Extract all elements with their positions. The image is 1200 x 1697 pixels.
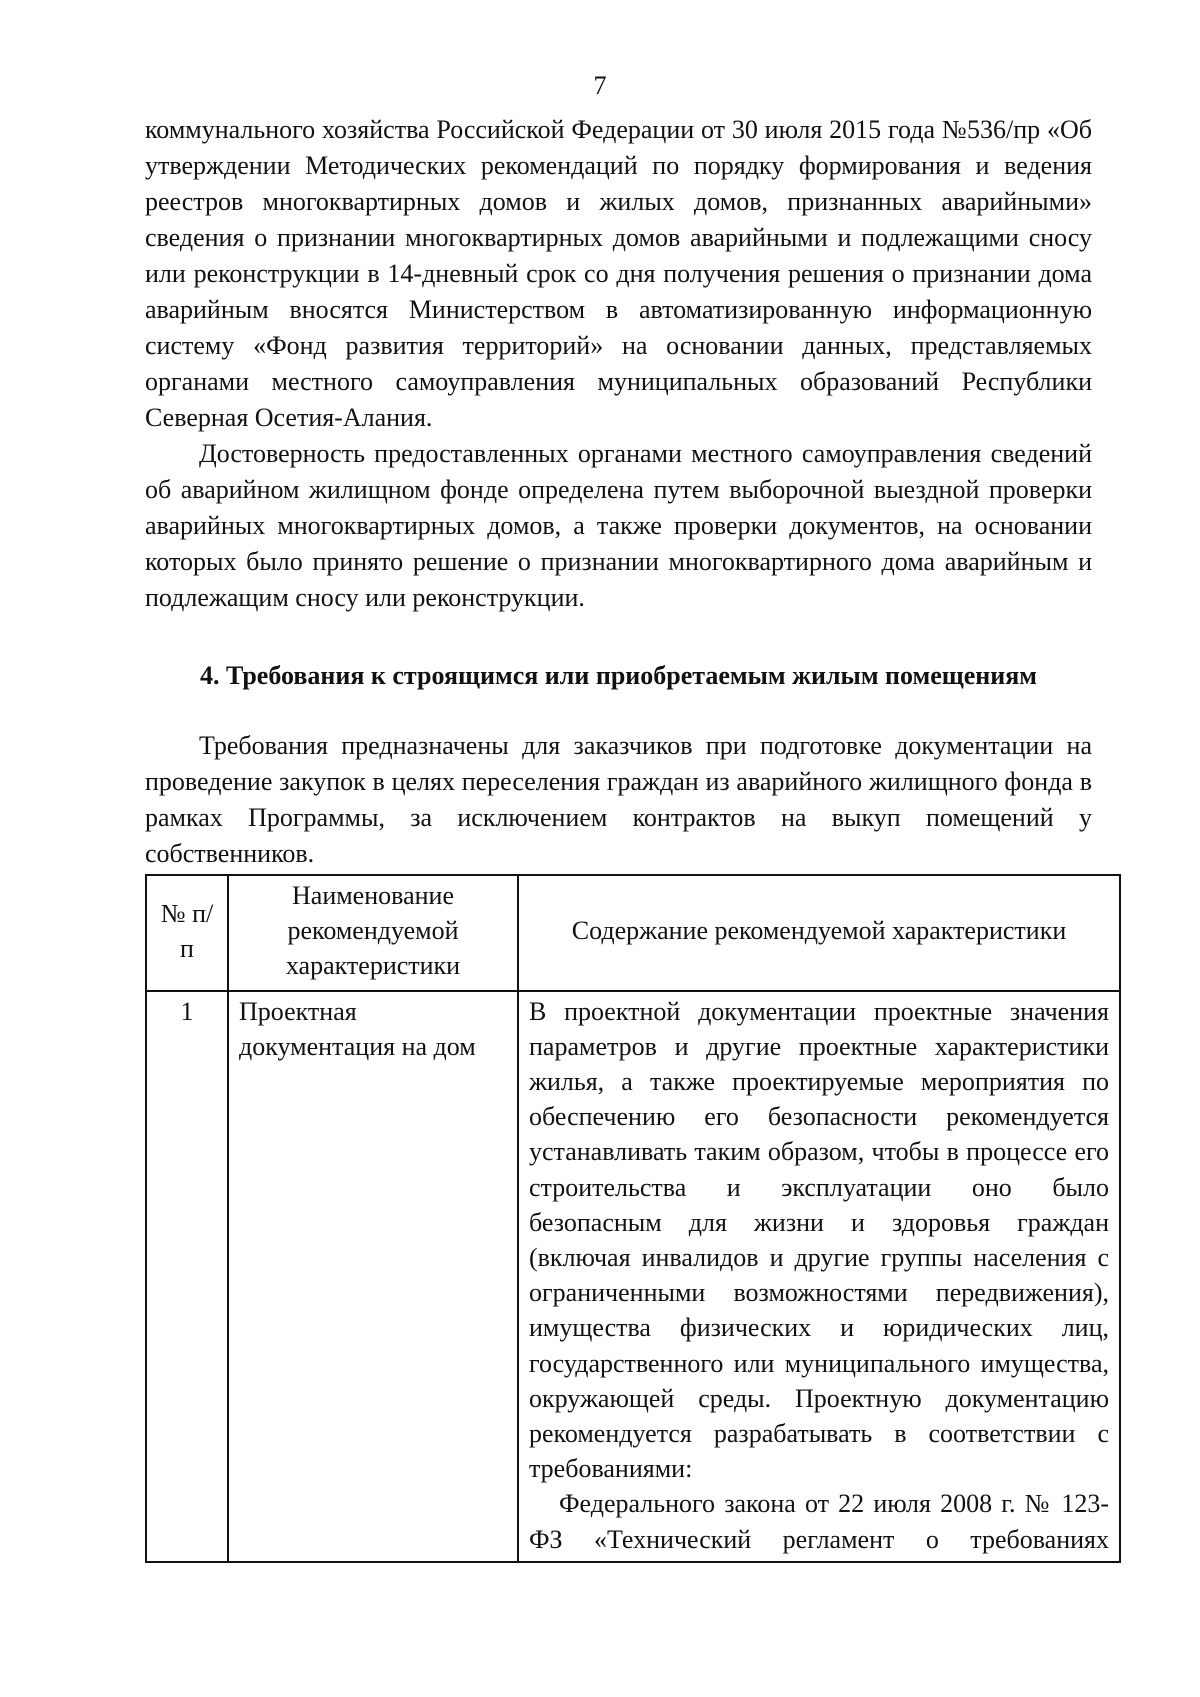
- document-body: [145, 112, 1109, 1563]
- page-number: 7: [593, 71, 607, 100]
- table-header-row: [146, 875, 1120, 991]
- header-num: № п/п: [146, 875, 228, 991]
- row-num: 1: [146, 991, 228, 1562]
- paragraph-reliability: Достоверность предоставленных органами местного самоуправления сведений об аварийном жилищном фонде определена путем выборочной выездной проверки аварийных многоквартирных домов, а также проверки документов, на основании которых было принято решение о признании многоквартирного дома аварийным и подлежащим сносу или реконструкции.: [145, 439, 1092, 612]
- section-heading: 4. Требования к строящимся или приобретаемым жилым помещениям: [199, 661, 1038, 690]
- table-row: [146, 991, 1120, 1562]
- row-content-para-2: Федерального закона от 22 июля 2008 г. № 123-ФЗ «Технический регламент о требованиях: [529, 1489, 1109, 1554]
- header-content: Содержание рекомендуемой характеристики: [518, 875, 1120, 991]
- row-name: Проектная документация на дом: [228, 991, 518, 1562]
- header-name: Наименование рекомендуемой характеристики: [228, 875, 518, 991]
- paragraph-continuation: коммунального хозяйства Российской Федерации от 30 июля 2015 года №536/пр «Об утверждении Методических рекомендаций по порядку формирования и ведения реестров многоквартирных домов и жилых домов, признанных аварийными» сведения о признании многоквартирных домов аварийными и подлежащими сносу или реконструкции в 14-дневный срок со дня получения решения о признании дома аварийным вносятся Министерством в автоматизированную информационную систему «Фонд развития территорий» на основании данных, представляемых органами местного самоуправления муниципальных образований Республики Северная Осетия-Алания.: [145, 115, 1092, 432]
- section-intro: Требования предназначены для заказчиков при подготовке документации на проведение закупок в целях переселения граждан из аварийного жилищного фонда в рамках Программы, за исключением контрактов на выкуп помещений у собственников.: [145, 731, 1092, 868]
- row-content: [518, 991, 1120, 1562]
- row-content-para-1: В проектной документации проектные значения параметров и другие проектные характеристики жилья, а также проектируемые мероприятия по обеспечению его безопасности рекомендуется устанавливать таким образом, чтобы в процессе его строительства и эксплуатации оно было безопасным для жизни и здоровья граждан (включая инвалидов и другие группы населения с ограниченными возможностями передвижения), имущества физических и юридических лиц, государственного или муниципального имущества, окружающей среды. Проектную документацию рекомендуется разрабатывать в соответствии с требованиями:: [529, 996, 1109, 1484]
- requirements-table: [145, 874, 1121, 1563]
